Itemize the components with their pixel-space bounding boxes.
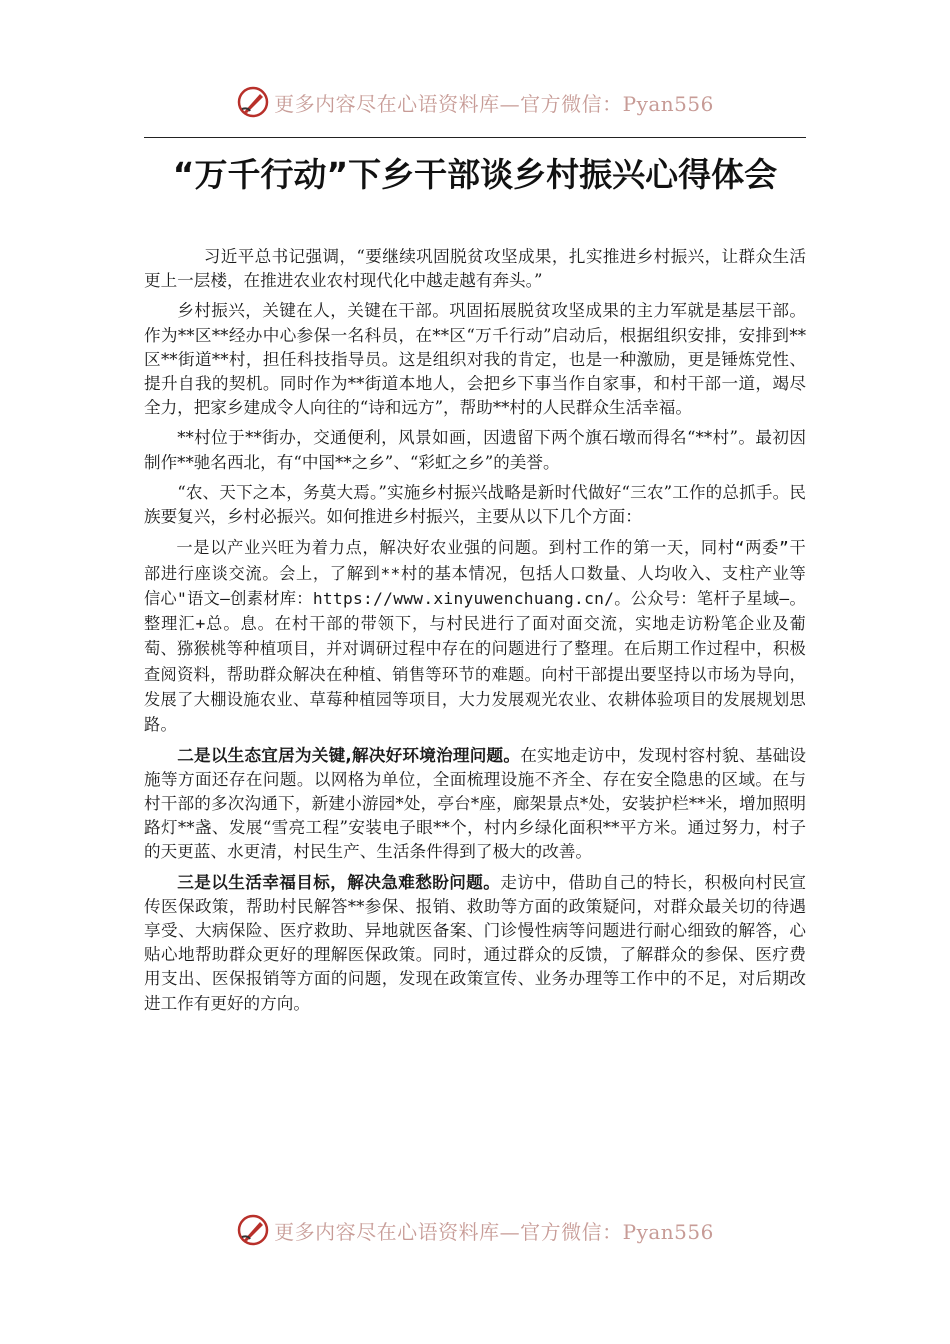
header-banner-text: 更多内容尽在心语资料库—官方微信：Pyan556 bbox=[274, 91, 714, 116]
paragraph-6 bbox=[144, 744, 806, 865]
paragraph-1: 习近平总书记强调，“要继续巩固脱贫攻坚成果，扎实推进乡村振兴，让群众生活更上一层楼，在推进农业农村现代化中越走越有奔头。” bbox=[144, 247, 806, 291]
document-title: “万千行动”下乡干部谈乡村振兴心得体会 bbox=[172, 155, 778, 194]
header-divider bbox=[144, 137, 806, 138]
paragraph-3: **村位于**街办，交通便利，风景如画，因遗留下两个旗石墩而得名“**村”。最初因制作**驰名西北，有“中国**之乡”、“彩虹之乡”的美誉。 bbox=[144, 428, 806, 472]
quill-logo-icon bbox=[236, 1213, 270, 1247]
header-banner bbox=[0, 80, 950, 124]
footer-banner-text: 更多内容尽在心语资料库—官方微信：Pyan556 bbox=[274, 1219, 714, 1244]
section-3-lead: 三是以生活幸福目标，解决急难愁盼问题。 bbox=[177, 872, 501, 892]
document-body bbox=[144, 245, 806, 1022]
footer-banner bbox=[0, 1208, 950, 1252]
paragraph-4: “农、天下之本，务莫大焉。”实施乡村振兴战略是新时代做好“三农”工作的总抓手。民族要复兴，乡村必振兴。如何推进乡村振兴，主要从以下几个方面： bbox=[144, 482, 806, 527]
section-2-lead: 二是以生态宜居为关键,解决好环境治理问题。 bbox=[177, 745, 521, 765]
paragraph-7 bbox=[144, 871, 806, 1016]
section-3-text: 走访中，借助自己的特长，积极向村民宣传医保政策，帮助村民解答**参保、报销、救助等方面的政策疑问，对群众最关切的待遇享受、大病保险、医疗救助、异地就医备案、门诊慢性病等问题进行耐心细致的解答，心贴心地帮助群众更好的理解医保政策。同时，通过群众的反馈，了解群众的参保、医疗费用支出、医保报销等方面的问题，发现在政策宣传、业务办理等工作中的不足，对后期改进工作有更好的方向。 bbox=[144, 872, 807, 1013]
quill-logo-icon bbox=[236, 85, 270, 119]
paragraph-5: 一是以产业兴旺为着力点，解决好农业强的问题。到村工作的第一天，同村“两委”干部进行座谈交流。会上，了解到**村的基本情况，包括人口数量、人均收入、支柱产业等信心"语文—创素材库：https://www.xinyuwenchuang.cn/。公众号：笔杆子星域—。整理汇+总。息。在村干部的带领下，与村民进行了面对面交流，实地走访粉笔企业及葡萄、猕猴桃等种植项目，并对调研过程中存在的问题进行了整理。在后期工作过程中，积极查阅资料，帮助群众解决在种植、销售等环节的难题。向村干部提出要坚持以市场为导向，发展了大棚设施农业、草莓种植园等项目，大力发展观光农业、农耕体验项目的发展规划思路。 bbox=[144, 538, 806, 735]
section-2-text: 在实地走访中，发现村容村貌、基础设施等方面还存在问题。以网格为单位，全面梳理设施不齐全、存在安全隐患的区域。在与村干部的多次沟通下，新建小游园*处，亭台*座，廊架景点*处，安装护栏**米，增加照明路灯**盏、发展“雪亮工程”安装电子眼**个，村内乡绿化面积**平方米。通过努力，村子的天更蓝、水更清，村民生产、生活条件得到了极大的改善。 bbox=[144, 745, 807, 862]
paragraph-2: 乡村振兴，关键在人，关键在干部。巩固拓展脱贫攻坚成果的主力军就是基层干部。作为**区**经办中心参保一名科员，在**区“万千行动”启动后，根据组织安排，安排到**区**街道**村，担任科技指导员。这是组织对我的肯定，也是一种激励，更是锤炼党性、提升自我的契机。同时作为**街道本地人，会把乡下事当作自家事，和村干部一道，竭尽全力，把家乡建成令人向往的“诗和远方”，帮助**村的人民群众生活幸福。 bbox=[144, 301, 806, 418]
